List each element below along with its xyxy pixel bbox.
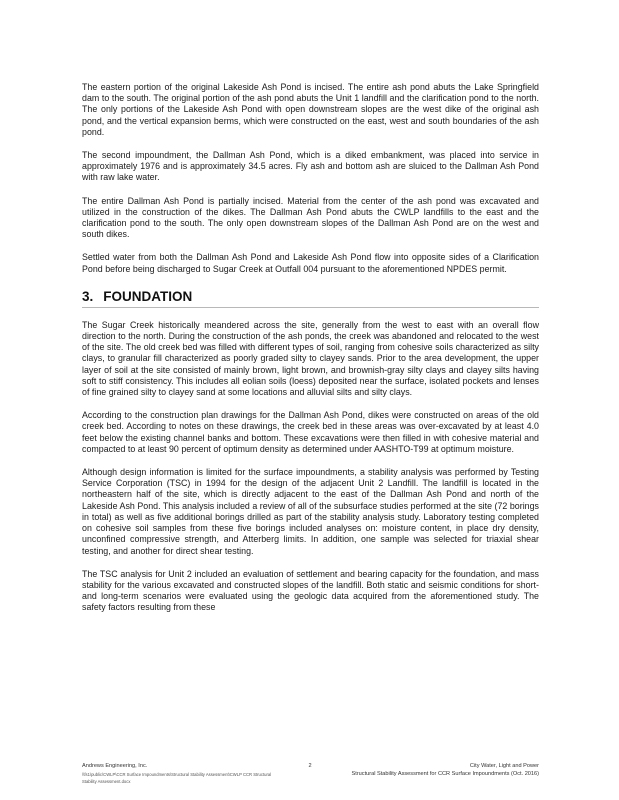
paragraph-lakeside-ash-pond: The eastern portion of the original Lakeside Ash Pond is incised. The entire ash pond abuts the Lake Springfield dam to the south. The original portion of the ash pond abuts the Unit 1 landfill and the clarification pond to the north. The only portions of the Lakeside Ash Pond with open downstream slopes are the west dike of the original ash pond, and the vertical expansion berms, which were constructed on the east, west and south boundaries of the ash pond. [82,82,539,137]
paragraph-dallman-ash-pond-intro: The second impoundment, the Dallman Ash Pond, which is a diked embankment, was placed into service in approximately 1976 and is approximately 34.5 acres. Fly ash and bottom ash are sluiced to the Dallman Ash Pond with raw lake water. [82,150,539,183]
paragraph-sugar-creek: The Sugar Creek historically meandered across the site, generally from the west to east with an overall flow direction to the north. During the construction of the ash ponds, the creek was abandoned and relocated to the west of the site. The old creek bed was filled with different types of soil, ranging from cohesive soils characterized as silty clays, to granular fill characterized as poorly graded silty to clayey sands. Prior to the area development, the upper layer of soil at the site consisted of mainly brown, light brown, and brownish-gray silty clays and clayey silts having soft to stiff consistency. This includes all eolian soils (loess) deposited near the surface, isolated pockets and lenses of fine grained silty to clayey sand at some locations and alluvial silts and silty clays. [82,319,539,398]
paragraph-dallman-incised: The entire Dallman Ash Pond is partially incised. Material from the center of the ash pond was excavated and utilized in the construction of the dikes. The Dallman Ash Pond abuts the CWLP landfills to the east and the clarification pond to the south. The only open downstream slopes of the Dallman Ash Pond are on the west and south dikes. [82,195,539,240]
footer-client: City Water, Light and Power [469,763,539,769]
footer-page-number: 2 [308,763,312,769]
section-heading-foundation [82,289,539,308]
paragraph-stability-analysis: Although design information is limited for the surface impoundments, a stability analysis was performed by Testing Service Corporation (TSC) in 1994 for the design of the adjacent Unit 2 Landfill. The landfill is located in the northeastern half of the site, which is directly adjacent to the east of the Dallman Ash Pond and north of the Lakeside Ash Pond. This analysis included a review of all of the subsurface studies performed at the site (72 borings in total) as well as five additional borings drilled as part of the stability analysis study. Laboratory testing completed on cohesive soil samples from these five borings included analyses on: moisture content, in place dry density, unconfined compressive strength, and Atterberg limits. In addition, one sample was selected for triaxial shear testing, and another for direct shear testing. [82,467,539,556]
footer-left [82,763,282,786]
footer-file-path: \\fs1\public\CWLP\CCR Surface Impoundments\Structural Stability Assessment\CWLP CCR Structural Stability Assessment.docx [82,771,272,784]
section-number: 3. [82,288,94,304]
document-body [82,82,539,626]
footer-report-title: Structural Stability Assessment for CCR Surface Impoundments (Oct. 2016) [351,770,539,777]
section-title: FOUNDATION [103,288,193,304]
paragraph-construction-drawings: According to the construction plan drawings for the Dallman Ash Pond, dikes were constructed on areas of the old creek bed. According to notes on these drawings, the creek bed in these areas was over-excavated by at least 4.0 feet below the existing channel banks and bottom. These excavations were then filled in with cohesive material and compacted to at least 90 percent of optimum density as determined under AASHTO-T99 at optimum moisture. [82,410,539,454]
paragraph-settled-water: Settled water from both the Dallman Ash Pond and Lakeside Ash Pond flow into opposite sides of a Clarification Pond before being discharged to Sugar Creek at Outfall 004 pursuant to the aforementioned NPDES permit. [82,252,539,274]
paragraph-tsc-analysis: The TSC analysis for Unit 2 included an evaluation of settlement and bearing capacity for the foundation, and mass stability for the various excavated and constructed slopes of the landfill. Both static and seismic conditions for short- and long-term scenarios were evaluated using the geologic data acquired from the aforementioned study. The safety factors resulting from these [82,568,539,613]
footer-right [309,763,539,778]
page-footer [82,763,539,787]
footer-company: Andrews Engineering, Inc. [82,763,148,769]
